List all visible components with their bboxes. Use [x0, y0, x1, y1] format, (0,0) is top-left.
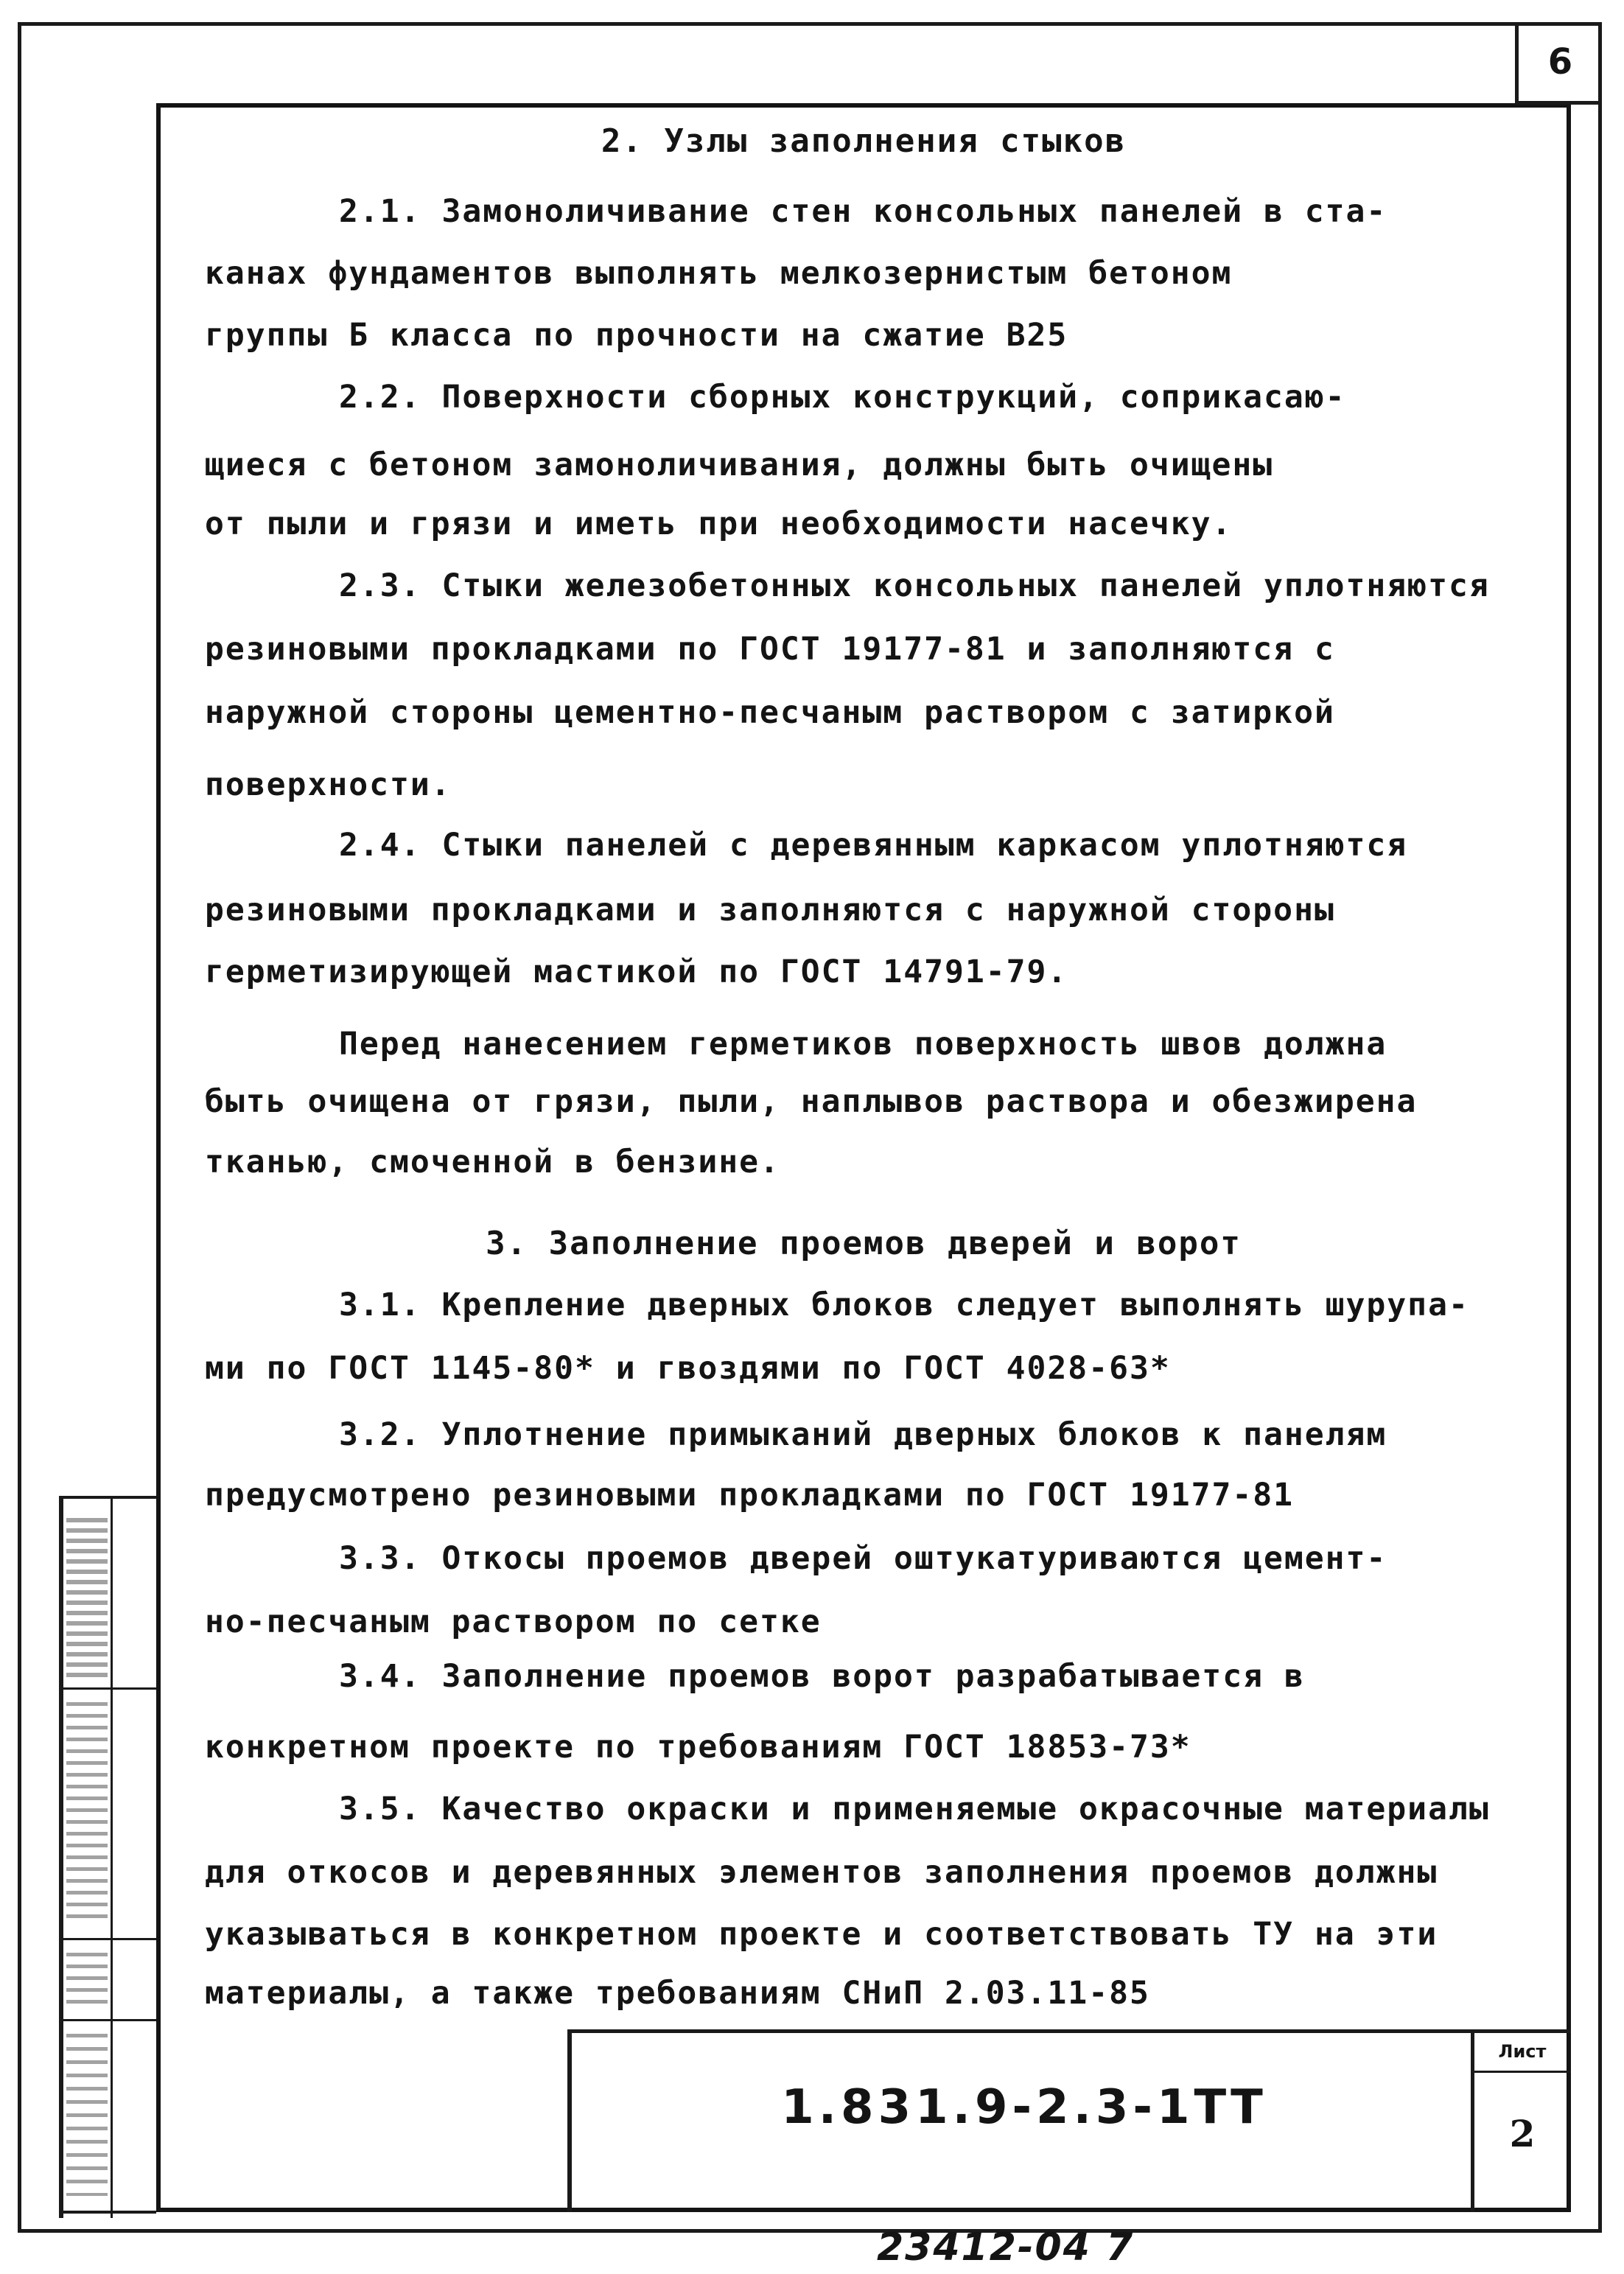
- paragraph-2-2-line-1: 2.2. Поверхности сборных конструкций, соприкасаю-: [339, 379, 1346, 416]
- section-heading-joints: 2. Узлы заполнения стыков: [601, 122, 1127, 160]
- paragraph-3-5-line-4: материалы, а также требованиям СНиП 2.03.11-85: [205, 1975, 1150, 2012]
- paragraph-2-3-line-4: поверхности.: [205, 766, 452, 803]
- paragraph-2-4-line-1: 2.4. Стыки панелей с деревянным каркасом уплотняются: [339, 827, 1408, 864]
- paragraph-3-1-line-1: 3.1. Крепление дверных блоков следует выполнять шурупа-: [339, 1287, 1469, 1323]
- paragraph-3-1-line-2: ми по ГОСТ 1145-80* и гвоздями по ГОСТ 4028-63*: [205, 1350, 1171, 1387]
- strip-bottom-line: [59, 2211, 156, 2214]
- archive-stamp-3: [66, 1953, 108, 2012]
- strip-top-line: [59, 1496, 156, 1499]
- sheet-number: 2: [1509, 2111, 1536, 2155]
- title-block-left-line: [567, 2029, 572, 2212]
- title-block-top-line: [567, 2029, 1571, 2033]
- archive-stamp-1: [66, 1518, 108, 1680]
- paragraph-3-4-line-2: конкретном проекте по требованиям ГОСТ 18853-73*: [205, 1729, 1191, 1766]
- document-code: 1.831.9-2.3-1ТТ: [781, 2080, 1267, 2135]
- paragraph-2-2-line-2: щиеся с бетоном замоноличивания, должны быть очищены: [205, 447, 1274, 483]
- paragraph-2-1-line-2: канах фундаментов выполнять мелкозернистым бетоном: [205, 255, 1233, 292]
- paragraph-2-2-line-3: от пыли и грязи и иметь при необходимости насечку.: [205, 505, 1233, 542]
- archive-stamp-4: [66, 2034, 108, 2196]
- paragraph-3-5-line-3: указываться в конкретном проекте и соответствовать ТУ на эти: [205, 1916, 1438, 1953]
- paragraph-2-3-line-1: 2.3. Стыки железобетонных консольных панелей уплотняются: [339, 567, 1490, 604]
- paragraph-sealant-line-1: Перед нанесением герметиков поверхность швов должна: [339, 1026, 1387, 1063]
- strip-line-2: [59, 1938, 156, 1940]
- paragraph-3-2-line-2: предусмотрено резиновыми прокладками по ГОСТ 19177-81: [205, 1477, 1295, 1514]
- sheet-corner-number: 6: [1515, 22, 1602, 105]
- paragraph-2-1-line-3: группы Б класса по прочности на сжатие В25: [205, 317, 1068, 354]
- section-heading-openings: 3. Заполнение проемов дверей и ворот: [486, 1225, 1242, 1262]
- title-block-sheet-label-line: [1471, 2071, 1571, 2073]
- paragraph-2-3-line-2: резиновыми прокладками по ГОСТ 19177-81 и заполняются с: [205, 631, 1335, 668]
- paragraph-2-3-line-3: наружной стороны цементно-песчаным раствором с затиркой: [205, 694, 1335, 731]
- inventory-number: 23412-04 7: [877, 2225, 1135, 2270]
- archive-stamp-2: [66, 1702, 108, 1923]
- paragraph-3-2-line-1: 3.2. Уплотнение примыканий дверных блоков к панелям: [339, 1416, 1387, 1453]
- paragraph-3-5-line-1: 3.5. Качество окраски и применяемые окрасочные материалы: [339, 1791, 1490, 1827]
- strip-divider: [111, 1496, 113, 2218]
- strip-line-1: [59, 1687, 156, 1690]
- strip-line-3: [59, 2019, 156, 2021]
- strip-border-left: [59, 1496, 63, 2218]
- paragraph-2-4-line-3: герметизирующей мастикой по ГОСТ 14791-79.: [205, 954, 1068, 990]
- paragraph-3-5-line-2: для откосов и деревянных элементов заполнения проемов должны: [205, 1854, 1438, 1891]
- sheet-label: Лист: [1498, 2041, 1547, 2062]
- paragraph-sealant-line-3: тканью, смоченной в бензине.: [205, 1144, 780, 1180]
- paragraph-3-3-line-1: 3.3. Откосы проемов дверей оштукатуриваются цемент-: [339, 1540, 1387, 1577]
- paragraph-3-4-line-1: 3.4. Заполнение проемов ворот разрабатывается в: [339, 1658, 1305, 1695]
- paragraph-3-3-line-2: но-песчаным раствором по сетке: [205, 1603, 822, 1640]
- paragraph-2-4-line-2: резиновыми прокладками и заполняются с наружной стороны: [205, 892, 1335, 928]
- paragraph-2-1-line-1: 2.1. Замоноличивание стен консольных панелей в ста-: [339, 193, 1387, 230]
- paragraph-sealant-line-2: быть очищена от грязи, пыли, наплывов раствора и обезжирена: [205, 1083, 1418, 1120]
